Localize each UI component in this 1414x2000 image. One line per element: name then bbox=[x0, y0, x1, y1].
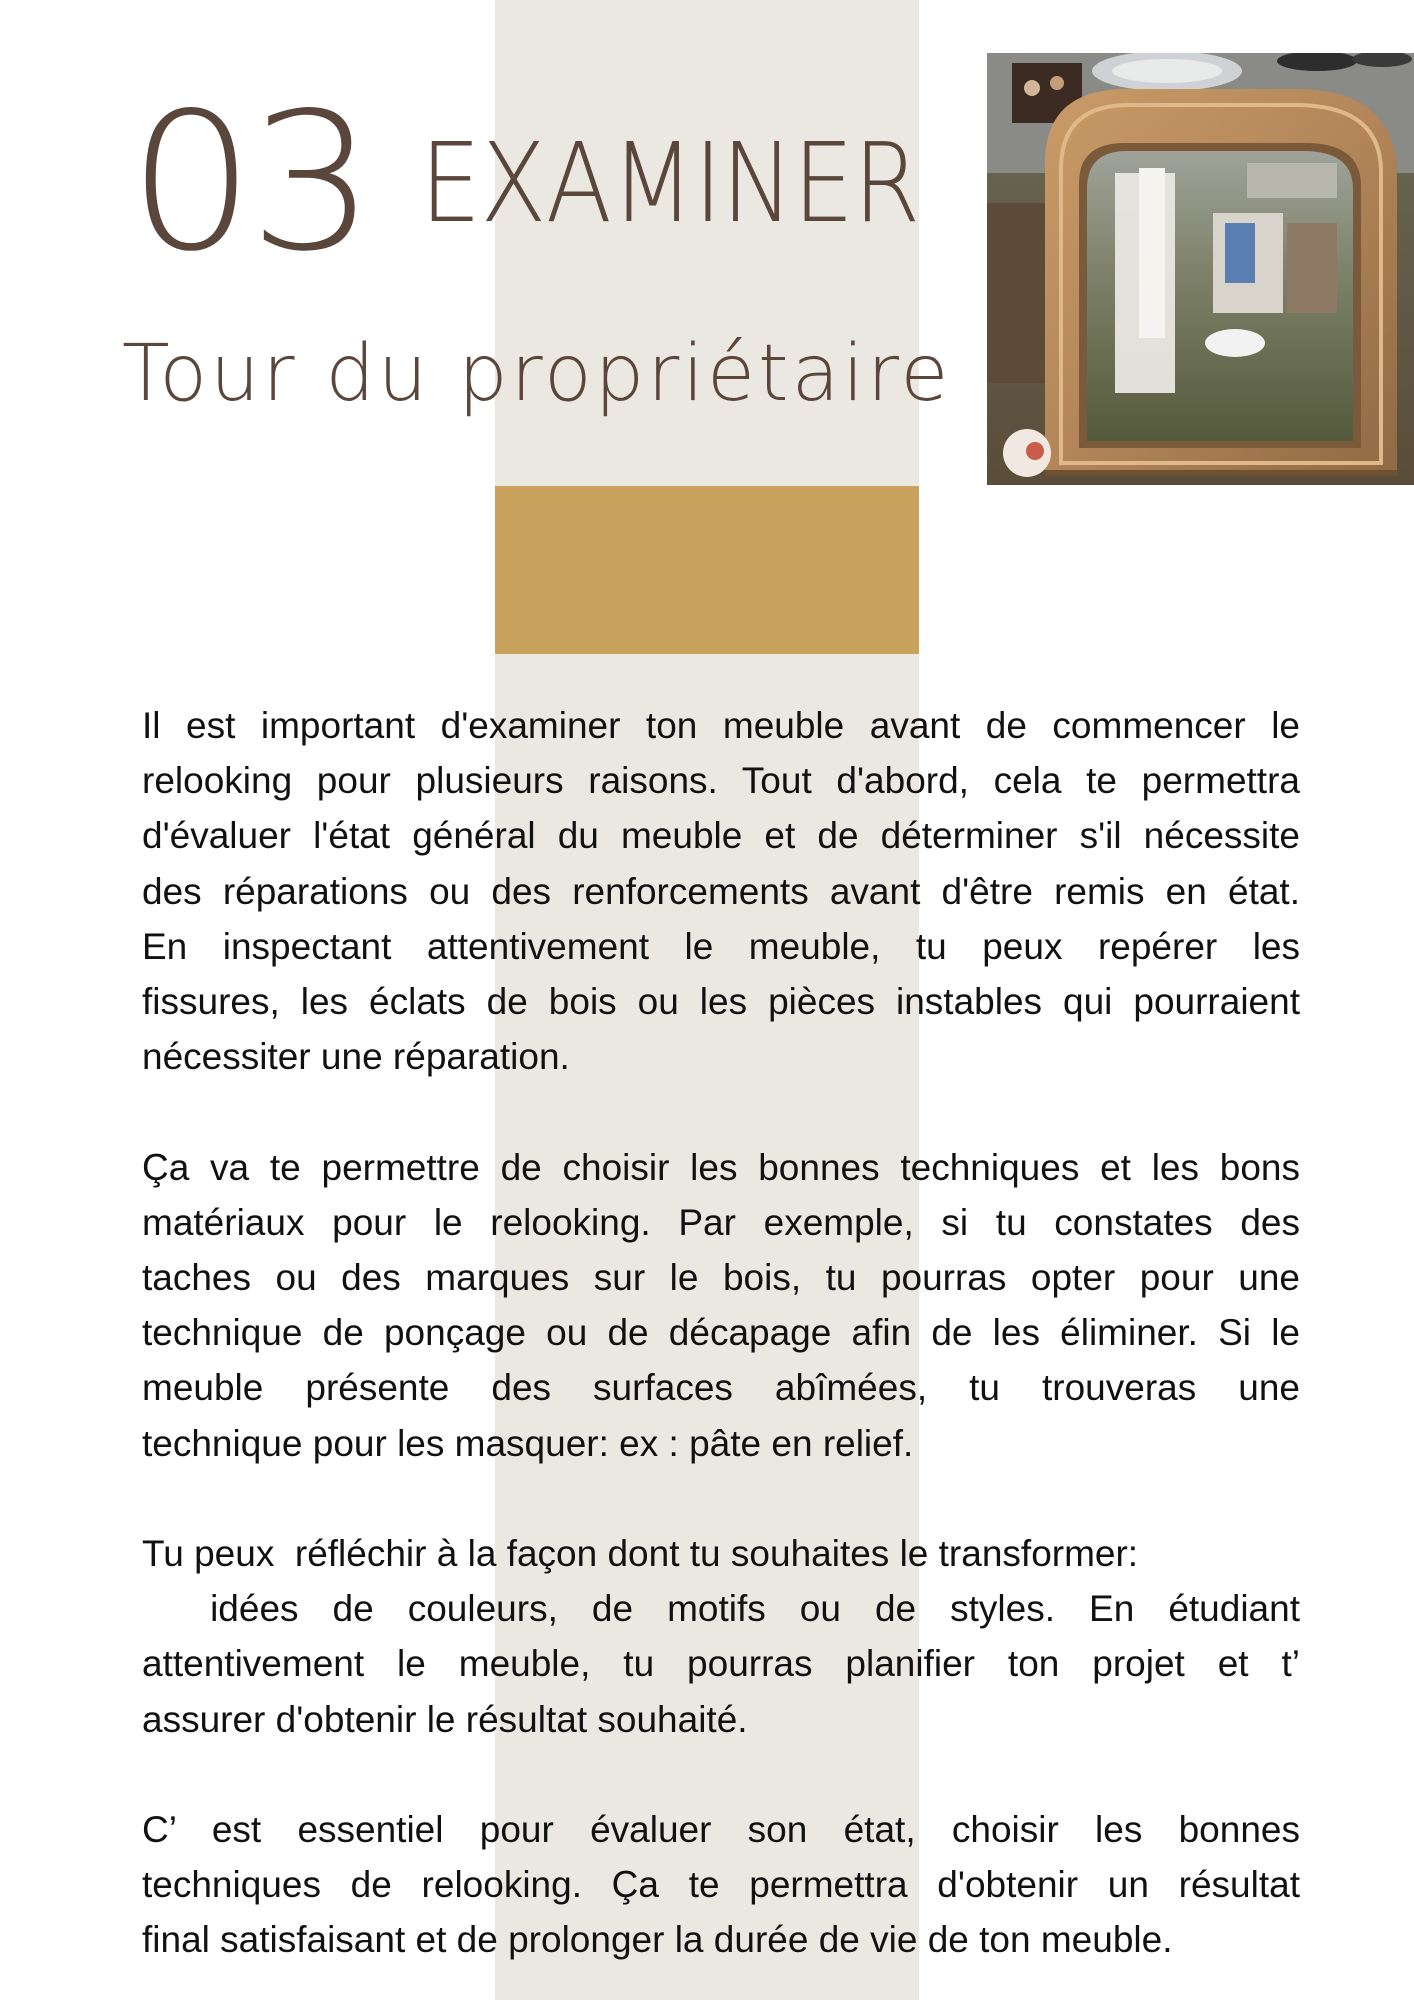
text-line: meuble présente des surfaces abîmées, tu trouveras une bbox=[142, 1367, 1300, 1409]
text-line: nécessiter une réparation. bbox=[142, 1036, 570, 1078]
section-subtitle: Tour du propriétaire bbox=[122, 329, 952, 419]
text-line: Tu peux réfléchir à la façon dont tu souhaites le transformer: bbox=[142, 1533, 1139, 1575]
text-line: final satisfaisant et de prolonger la durée de vie de ton meuble. bbox=[142, 1919, 1173, 1961]
text-line: des réparations ou des renforcements avant d'être remis en état. bbox=[142, 870, 1300, 912]
paragraph-2 bbox=[142, 1140, 1300, 1471]
body-text bbox=[142, 698, 1300, 1968]
text-line: techniques de relooking. Ça te permettra d'obtenir un résultat bbox=[142, 1864, 1300, 1906]
mirror-photo bbox=[987, 53, 1414, 485]
text-line: En inspectant attentivement le meuble, tu peux repérer les bbox=[142, 925, 1300, 967]
text-line: assurer d'obtenir le résultat souhaité. bbox=[142, 1698, 748, 1740]
step-title: EXAMINER bbox=[420, 119, 920, 247]
text-line: d'évaluer l'état général du meuble et de déterminer s'il nécessite bbox=[142, 815, 1300, 857]
paragraph-1 bbox=[142, 698, 1300, 1084]
text-line: fissures, les éclats de bois ou les pièces instables qui pourraient bbox=[142, 981, 1300, 1023]
text-line: attentivement le meuble, tu pourras planifier ton projet et t’ bbox=[142, 1643, 1300, 1685]
text-line: Il est important d'examiner ton meuble avant de commencer le bbox=[142, 705, 1300, 746]
gold-accent-block bbox=[495, 486, 919, 654]
paragraph-3 bbox=[142, 1526, 1300, 1747]
text-line: technique de ponçage ou de décapage afin de les éliminer. Si le bbox=[142, 1312, 1300, 1354]
text-line: relooking pour plusieurs raisons. Tout d'abord, cela te permettra bbox=[142, 760, 1300, 802]
text-line: taches ou des marques sur le bois, tu pourras opter pour une bbox=[142, 1257, 1300, 1299]
text-line: matériaux pour le relooking. Par exemple, si tu constates des bbox=[142, 1201, 1300, 1243]
text-line: technique pour les masquer: ex : pâte en relief. bbox=[142, 1422, 914, 1464]
text-line: Ça va te permettre de choisir les bonnes techniques et les bons bbox=[142, 1146, 1300, 1188]
text-line: idées de couleurs, de motifs ou de styles. En étudiant bbox=[142, 1588, 1300, 1630]
text-line: C’ est essentiel pour évaluer son état, choisir les bonnes bbox=[142, 1809, 1300, 1851]
paragraph-4 bbox=[142, 1802, 1300, 1968]
step-number: 03 bbox=[128, 72, 370, 293]
